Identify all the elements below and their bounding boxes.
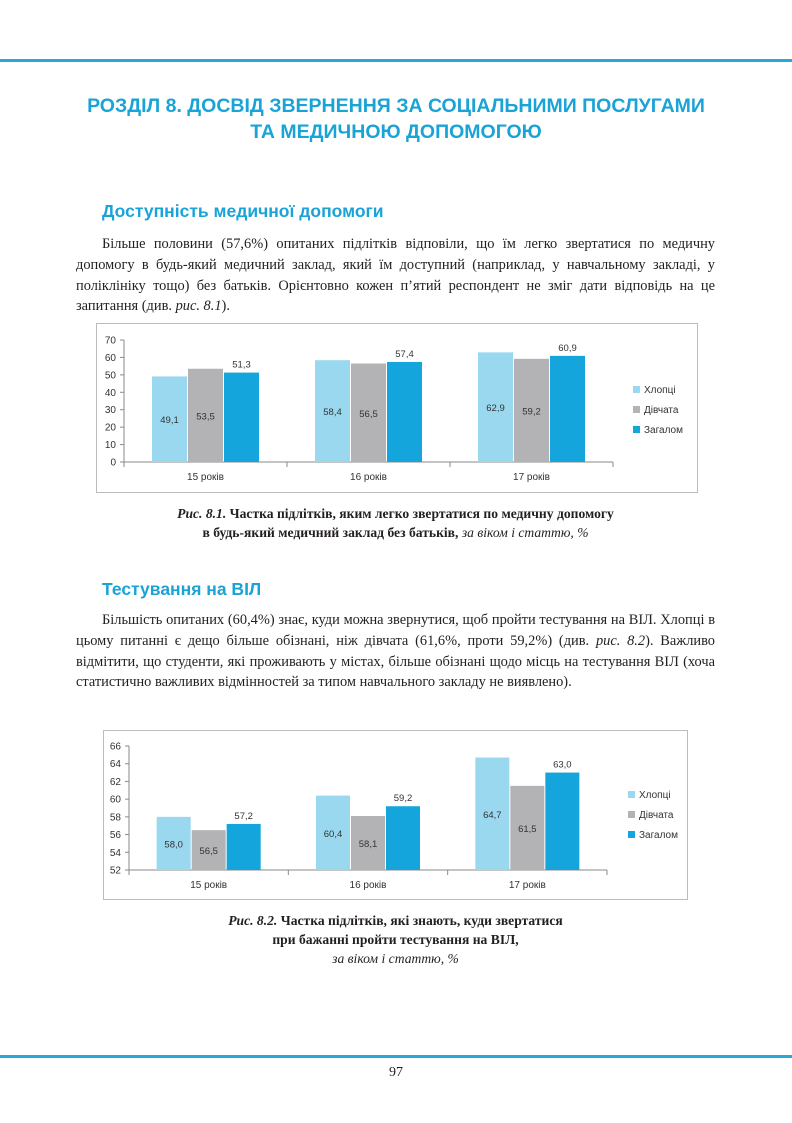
x-tick-label: 17 років xyxy=(513,472,550,483)
paragraph-text: Більше половини (57,6%) опитаних підлітків відповіли, що їм легко звертатися по медичну допомогу в будь-який медичний заклад, який їм доступний (наприклад, у навчальному закладі, у поліклініку тощо) без батьків. Орієнтовно кожен п’ятий респондент не зміг дати відповідь на це запитання (див. xyxy=(76,236,715,315)
data-label: 53,5 xyxy=(196,411,215,423)
caption-line1: Частка підлітків, які знають, куди звертатися xyxy=(277,913,563,928)
paragraph-medical-access xyxy=(76,234,715,317)
legend-swatch xyxy=(633,426,640,433)
chapter-title xyxy=(40,93,752,145)
y-tick-label: 30 xyxy=(104,405,116,417)
chapter-title-line1: РОЗДІЛ 8. ДОСВІД ЗВЕРНЕННЯ ЗА СОЦІАЛЬНИМИ ПОСЛУГАМИ xyxy=(87,95,705,117)
x-tick-label: 15 років xyxy=(187,472,224,483)
legend-swatch xyxy=(633,386,640,393)
y-tick-label: 40 xyxy=(104,387,116,399)
chart-svg xyxy=(97,324,697,492)
data-label: 58,0 xyxy=(164,839,183,851)
caption-line2: при бажанні пройти тестування на ВІЛ, xyxy=(272,932,519,947)
figure-reference: рис. 8.2 xyxy=(595,632,646,649)
y-tick-label: 70 xyxy=(104,335,116,347)
chart-svg xyxy=(104,731,687,899)
chart-hiv-testing xyxy=(103,730,688,900)
legend-label: Дівчата xyxy=(639,810,674,821)
bar xyxy=(387,362,422,462)
data-label: 59,2 xyxy=(522,406,541,418)
bar xyxy=(545,773,579,870)
y-tick-label: 50 xyxy=(104,370,116,382)
x-tick-label: 17 років xyxy=(508,880,546,891)
section-heading-medical-access: Доступність медичної допомоги xyxy=(102,201,384,221)
data-label: 57,4 xyxy=(395,348,414,360)
data-label: 60,4 xyxy=(323,828,343,840)
legend-label: Загалом xyxy=(639,830,678,841)
legend-swatch xyxy=(628,811,635,818)
legend-swatch xyxy=(628,791,635,798)
bar xyxy=(224,373,259,462)
caption-label: Рис. 8.2. xyxy=(228,913,278,928)
y-tick-label: 66 xyxy=(109,741,121,753)
y-tick-label: 54 xyxy=(109,847,121,859)
x-tick-label: 16 років xyxy=(349,880,387,891)
figure-caption-8-1 xyxy=(76,504,715,542)
paragraph-text: Більшість опитаних (60,4%) знає, куди можна звернутися, щоб пройти тестування на ВІЛ. Хлопці в цьому питанні є дещо більше обізнані, ніж дівчата (61,6%, проти 59,2%) (див. xyxy=(76,612,715,649)
legend-label: Хлопці xyxy=(644,385,676,396)
caption-italic: за віком і статтю, % xyxy=(332,951,459,966)
data-label: 62,9 xyxy=(486,403,505,415)
caption-line1: Частка підлітків, яким легко звертатися по медичну допомогу xyxy=(226,506,614,521)
paragraph-hiv-testing xyxy=(76,610,715,693)
paragraph-text-end: ). Важливо відмітити, що студенти, які проживають у містах, більше обізнані щодо місць на тестування ВІЛ (хоча статистично важливих відмінностей за типом навчального закладу не виявлено). xyxy=(76,632,715,691)
data-label: 51,3 xyxy=(232,359,251,371)
data-label: 64,7 xyxy=(483,809,502,821)
data-label: 56,5 xyxy=(359,408,378,420)
legend-label: Дівчата xyxy=(644,405,679,416)
caption-label: Рис. 8.1. xyxy=(177,506,227,521)
x-tick-label: 15 років xyxy=(190,880,228,891)
figure-reference: рис. 8.1 xyxy=(175,298,222,315)
x-tick-label: 16 років xyxy=(350,472,387,483)
caption-line2: в будь-який медичний заклад без батьків, xyxy=(202,525,459,540)
chart-medical-access xyxy=(96,323,698,493)
legend-swatch xyxy=(628,831,635,838)
data-label: 63,0 xyxy=(553,759,572,771)
y-tick-label: 64 xyxy=(109,759,121,771)
data-label: 60,9 xyxy=(558,342,577,354)
data-label: 56,5 xyxy=(199,846,218,858)
data-label: 61,5 xyxy=(518,823,537,835)
y-tick-label: 52 xyxy=(109,865,121,877)
data-label: 58,1 xyxy=(358,838,378,850)
y-tick-label: 60 xyxy=(109,794,121,806)
chapter-title-line2: ТА МЕДИЧНОЮ ДОПОМОГОЮ xyxy=(250,121,542,143)
y-tick-label: 56 xyxy=(109,830,121,842)
legend-label: Загалом xyxy=(644,425,683,436)
y-tick-label: 62 xyxy=(109,776,121,788)
y-tick-label: 60 xyxy=(104,352,116,364)
bar xyxy=(227,824,261,870)
caption-italic: за віком і статтю, % xyxy=(458,525,589,540)
section-heading-hiv-testing: Тестування на ВІЛ xyxy=(102,579,262,599)
data-label: 57,2 xyxy=(234,810,253,822)
page-number: 97 xyxy=(389,1065,403,1080)
figure-caption-8-2 xyxy=(76,911,715,968)
legend-label: Хлопці xyxy=(639,790,671,801)
bar xyxy=(550,356,585,462)
data-label: 49,1 xyxy=(160,415,179,427)
y-tick-label: 0 xyxy=(110,457,116,469)
y-tick-label: 10 xyxy=(104,440,116,452)
data-label: 58,4 xyxy=(323,407,342,419)
bar xyxy=(386,806,420,870)
y-tick-label: 20 xyxy=(104,422,116,434)
legend-swatch xyxy=(633,406,640,413)
y-tick-label: 58 xyxy=(109,812,121,824)
bottom-rule xyxy=(0,1055,792,1058)
top-rule xyxy=(0,59,792,62)
data-label: 59,2 xyxy=(393,793,413,805)
paragraph-text-end: ). xyxy=(221,298,230,315)
